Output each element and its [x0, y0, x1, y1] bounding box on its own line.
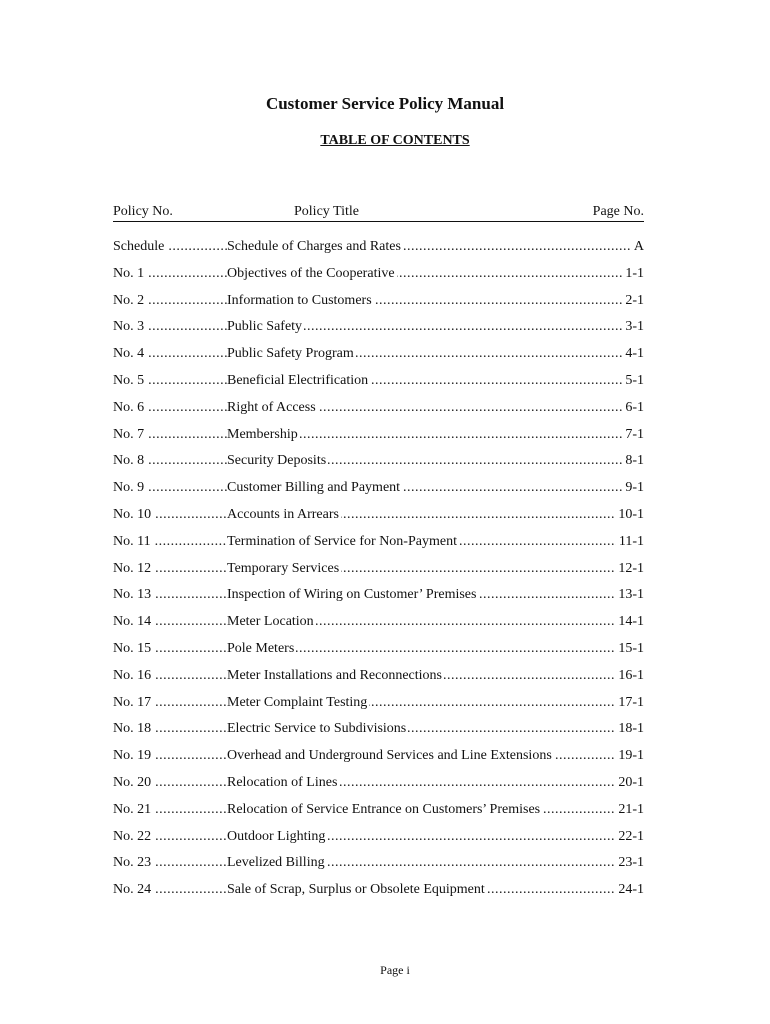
toc-entry-page: ..... 2-1 — [622, 292, 644, 310]
toc-entry-page: ..... 6-1 — [622, 399, 644, 417]
toc-entry-leader — [227, 426, 644, 444]
toc-entry-page: ..... 22-1 — [615, 828, 644, 846]
toc-entry-policy-no-text: No. 8 — [113, 453, 145, 469]
toc-entry-page: ..... 18-1 — [615, 720, 644, 738]
toc-entry-policy-no-text: No. 15 — [113, 640, 152, 656]
toc-entry-leader — [227, 372, 644, 390]
toc-entry-page: ..... 11-1 — [616, 533, 644, 551]
toc-entry-page: ..... 13-1 — [615, 586, 644, 604]
toc-entry-policy-no — [113, 399, 227, 417]
toc-entry-policy-no-text: No. 23 — [113, 855, 152, 871]
toc-entry — [113, 854, 644, 881]
toc-entry-leader — [227, 694, 644, 712]
toc-entry-policy-no — [113, 292, 227, 310]
toc-entry-page: ..... 10-1 — [615, 506, 644, 524]
toc-entry-policy-no-text: No. 6 — [113, 399, 145, 415]
toc-entry-title: Meter Complaint Testing — [227, 694, 368, 710]
toc-entry-page: ..... 8-1 — [622, 452, 644, 470]
toc-entry-title: Membership — [227, 426, 298, 442]
toc-entry-policy-no — [113, 881, 227, 899]
toc-entry — [113, 345, 644, 372]
toc-entry-policy-no-text: Schedule — [113, 239, 165, 254]
toc-entry-policy-no — [113, 238, 227, 256]
toc-entry-leader — [227, 345, 644, 363]
toc-entry — [113, 720, 644, 747]
toc-entry-page: ..... 16-1 — [615, 667, 644, 685]
toc-entry-leader — [227, 801, 644, 819]
toc-entry-policy-no — [113, 506, 227, 524]
toc-entry-policy-no — [113, 479, 227, 497]
column-header-policy-title: Policy Title — [294, 204, 359, 219]
toc-entry-leader — [227, 640, 644, 658]
toc-entry-policy-no-text: No. 3 — [113, 319, 145, 335]
toc-entry-policy-no — [113, 560, 227, 578]
toc-entry-policy-no-text: No. 24 — [113, 882, 152, 898]
toc-entry-policy-no-text: No. 20 — [113, 774, 152, 790]
toc-entry-page: ..... 21-1 — [615, 801, 644, 819]
toc-entry-policy-no-text: No. 4 — [113, 346, 145, 362]
toc-entry — [113, 318, 644, 345]
toc-entry-page: ..... 4-1 — [622, 345, 644, 363]
toc-entry — [113, 372, 644, 399]
toc-entry — [113, 479, 644, 506]
toc-entry-leader — [227, 720, 644, 738]
toc-entry-leader — [227, 560, 644, 578]
toc-entry — [113, 560, 644, 587]
toc-entry-page: ..... A — [631, 238, 644, 256]
toc-entry-leader — [227, 774, 644, 792]
toc-entry-policy-no-text: No. 1 — [113, 265, 145, 281]
toc-entry-policy-no-text: No. 10 — [113, 506, 152, 522]
toc-entry-leader — [227, 613, 644, 631]
toc-entry-leader — [227, 318, 644, 336]
toc-entry — [113, 399, 644, 426]
toc-entry — [113, 292, 644, 319]
toc-entry-page: ..... 5-1 — [622, 372, 644, 390]
toc-entry-policy-no-text: No. 12 — [113, 560, 152, 576]
toc-entry-leader — [227, 479, 644, 497]
toc-entry-policy-no — [113, 318, 227, 336]
toc-entry — [113, 667, 644, 694]
toc-entry-leader — [227, 747, 644, 765]
toc-entry-leader — [227, 881, 644, 899]
toc-entry-policy-no — [113, 854, 227, 872]
toc-entry-title: Termination of Service for Non-Payment — [227, 533, 457, 549]
toc-entry-title: Electric Service to Subdivisions — [227, 721, 407, 737]
toc-entry-policy-no — [113, 372, 227, 390]
toc-entry-policy-no — [113, 426, 227, 444]
toc-entry-title: Public Safety Program — [227, 346, 354, 362]
page-footer: Page i — [380, 963, 410, 977]
toc-entry-title: Outdoor Lighting — [227, 828, 326, 844]
toc-entry-title: Overhead and Underground Services and Line Extensions — [227, 748, 552, 764]
toc-entry-leader — [227, 506, 644, 524]
toc-entry-title: Meter Installations and Reconnections — [227, 667, 442, 683]
toc-entry-policy-no — [113, 828, 227, 846]
toc-entry-title: Pole Meters — [227, 640, 295, 656]
column-header-policy-no: Policy No. — [113, 204, 173, 219]
toc-entry-policy-no-text: No. 21 — [113, 801, 152, 817]
toc-entry-policy-no — [113, 667, 227, 685]
toc-entry-policy-no — [113, 613, 227, 631]
toc-entry-title: Relocation of Service Entrance on Customers’ Premises — [227, 801, 541, 817]
toc-entry — [113, 452, 644, 479]
toc-entry-policy-no — [113, 265, 227, 283]
toc-entry-page: ..... 23-1 — [615, 854, 644, 872]
toc-entry-page: ..... 14-1 — [615, 613, 644, 631]
toc-entry-page: ..... 7-1 — [622, 426, 644, 444]
toc-entry-policy-no — [113, 533, 227, 551]
toc-entry-page: ..... 3-1 — [622, 318, 644, 336]
toc-entry-leader — [227, 265, 644, 283]
toc-entry-title: Information to Customers — [227, 292, 372, 308]
toc-entry-policy-no-text: No. 18 — [113, 721, 152, 737]
toc-entry-title: Levelized Billing — [227, 855, 325, 871]
toc-entry-title: Sale of Scrap, Surplus or Obsolete Equipment — [227, 882, 485, 898]
toc-entry-policy-no — [113, 801, 227, 819]
toc-entry-title: Schedule of Charges and Rates — [227, 239, 401, 254]
toc-entry — [113, 828, 644, 855]
toc-entry-page: ..... 17-1 — [615, 694, 644, 712]
toc-entry — [113, 533, 644, 560]
toc-entry-leader — [227, 238, 644, 256]
toc-entry-title: Meter Location — [227, 614, 314, 630]
toc-entry-title: Right of Access — [227, 399, 316, 415]
toc-entry — [113, 774, 644, 801]
toc-entry-page: ..... 1-1 — [622, 265, 644, 283]
toc-entry-leader — [227, 667, 644, 685]
toc-entry-page: ..... 20-1 — [615, 774, 644, 792]
toc-entry-policy-no-text: No. 19 — [113, 748, 152, 764]
toc-entry-page: ..... 15-1 — [615, 640, 644, 658]
toc-heading: TABLE OF CONTENTS — [320, 133, 470, 148]
toc-entry-policy-no — [113, 720, 227, 738]
column-header-row — [113, 203, 644, 222]
toc-entry — [113, 586, 644, 613]
toc-entry-policy-no — [113, 345, 227, 363]
toc-entry-leader — [227, 399, 644, 417]
toc-entry — [113, 694, 644, 721]
toc-entry-policy-no-text: No. 9 — [113, 480, 145, 496]
toc-entry-policy-no — [113, 586, 227, 604]
toc-entry-title: Inspection of Wiring on Customer’ Premises — [227, 587, 477, 603]
toc-entry-title: Beneficial Electrification — [227, 372, 369, 388]
toc-entry-title: Objectives of the Cooperative — [227, 265, 395, 281]
toc-entry-policy-no-text: No. 13 — [113, 587, 152, 603]
toc-entry — [113, 747, 644, 774]
document-title: Customer Service Policy Manual — [265, 94, 505, 113]
toc-entry — [113, 881, 644, 908]
toc-entry-policy-no — [113, 640, 227, 658]
toc-entry-policy-no — [113, 694, 227, 712]
toc-entry — [113, 238, 644, 265]
toc-entry — [113, 613, 644, 640]
toc-entry-policy-no-text: No. 2 — [113, 292, 145, 308]
toc-entry-leader — [227, 533, 644, 551]
toc-entry-leader — [227, 828, 644, 846]
toc-entry-policy-no-text: No. 11 — [113, 533, 151, 549]
toc-entry-page: ..... 19-1 — [615, 747, 644, 765]
toc-entry-title: Relocation of Lines — [227, 774, 338, 790]
toc-entry-title: Temporary Services — [227, 560, 340, 576]
toc-entry-title: Customer Billing and Payment — [227, 480, 401, 496]
toc-entry — [113, 265, 644, 292]
toc-entry — [113, 426, 644, 453]
toc-entry-title: Accounts in Arrears — [227, 506, 339, 522]
toc-entry — [113, 801, 644, 828]
toc-entry-policy-no-text: No. 14 — [113, 614, 152, 630]
toc-entry-policy-no-text: No. 17 — [113, 694, 152, 710]
column-header-page-no: Page No. — [592, 204, 644, 219]
toc-list — [113, 238, 644, 908]
toc-entry-policy-no — [113, 452, 227, 470]
toc-entry-leader — [227, 586, 644, 604]
toc-entry-policy-no-text: No. 22 — [113, 828, 152, 844]
toc-entry-leader — [227, 452, 644, 470]
toc-entry-policy-no-text: No. 7 — [113, 426, 145, 442]
toc-entry-policy-no-text: No. 16 — [113, 667, 152, 683]
toc-entry-title: Public Safety — [227, 319, 303, 335]
toc-entry-leader — [227, 854, 644, 872]
toc-entry-policy-no — [113, 747, 227, 765]
toc-entry — [113, 506, 644, 533]
toc-entry-policy-no — [113, 774, 227, 792]
toc-entry-page: ..... 24-1 — [615, 881, 644, 899]
toc-entry-leader — [227, 292, 644, 310]
toc-entry-page: ..... 12-1 — [615, 560, 644, 578]
toc-entry-policy-no-text: No. 5 — [113, 372, 145, 388]
toc-entry — [113, 640, 644, 667]
toc-entry-page: ..... 9-1 — [622, 479, 644, 497]
toc-entry-title: Security Deposits — [227, 453, 327, 469]
